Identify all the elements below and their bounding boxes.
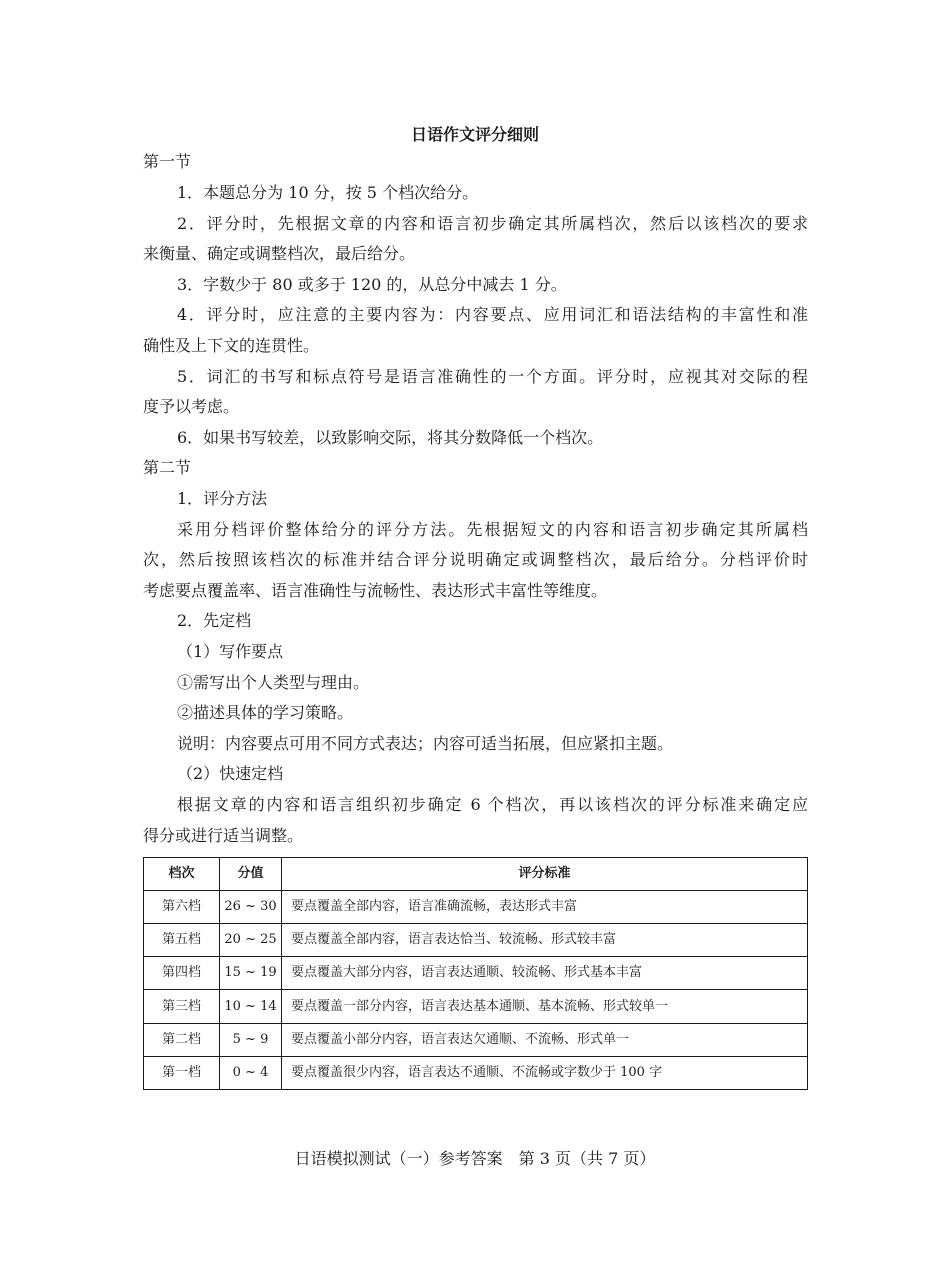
grade-heading: 2．先定档 — [177, 611, 252, 630]
criteria-cell: 要点覆盖小部分内容，语言表达欠通顺、不流畅、形式单一 — [282, 1023, 808, 1056]
method-line-1: 采用分档评价整体给分的评分方法。先根据短文的内容和语言初步确定其所属档 — [177, 520, 808, 539]
section1-item-5: 5．词汇的书写和标点符号是语言准确性的一个方面。评分时，应视其对交际的程 — [177, 367, 808, 386]
table-row — [144, 1023, 808, 1056]
method-line-2: 次，然后按照该档次的标准并结合评分说明确定或调整档次，最后给分。分档评价时 — [143, 550, 808, 569]
criteria-cell: 要点覆盖全部内容，语言准确流畅，表达形式丰富 — [282, 891, 808, 924]
table-row — [144, 891, 808, 924]
quick-heading: （2）快速定档 — [177, 764, 284, 783]
method-heading: 1．评分方法 — [177, 489, 268, 508]
section1-item-2-cont: 来衡量、确定或调整档次，最后给分。 — [143, 244, 416, 263]
page-footer: 日语模拟测试（一）参考答案 第 3 页（共 7 页） — [294, 1149, 656, 1168]
table-row — [144, 1056, 808, 1089]
score-cell: 10 ~ 14 — [220, 990, 282, 1023]
level-cell: 第四档 — [144, 957, 220, 990]
section1-item-6: 6．如果书写较差，以致影响交际，将其分数降低一个档次。 — [177, 428, 604, 447]
point-2: ②描述具体的学习策略。 — [177, 703, 354, 722]
header-level: 档次 — [144, 858, 220, 891]
level-cell: 第三档 — [144, 990, 220, 1023]
header-score: 分值 — [220, 858, 282, 891]
criteria-cell: 要点覆盖很少内容，语言表达不通顺、不流畅或字数少于 100 字 — [282, 1056, 808, 1089]
table-row — [144, 990, 808, 1023]
quick-line-1: 根据文章的内容和语言组织初步确定 6 个档次，再以该档次的评分标准来确定应 — [177, 795, 808, 814]
table-row — [144, 957, 808, 990]
table-row — [144, 924, 808, 957]
criteria-cell: 要点覆盖全部内容，语言表达恰当、较流畅、形式较丰富 — [282, 924, 808, 957]
level-cell: 第五档 — [144, 924, 220, 957]
section1-item-5-cont: 度予以考虑。 — [143, 397, 240, 416]
section1-heading: 第一节 — [143, 152, 192, 171]
level-cell: 第一档 — [144, 1056, 220, 1089]
section1-item-4-cont: 确性及上下文的连贯性。 — [143, 336, 320, 355]
section2-heading: 第二节 — [143, 458, 192, 477]
level-cell: 第二档 — [144, 1023, 220, 1056]
quick-line-2: 得分或进行适当调整。 — [143, 826, 304, 845]
section1-item-2: 2．评分时，先根据文章的内容和语言初步确定其所属档次，然后以该档次的要求 — [177, 214, 808, 233]
note: 说明：内容要点可用不同方式表达；内容可适当拓展，但应紧扣主题。 — [177, 734, 674, 753]
score-cell: 20 ~ 25 — [220, 924, 282, 957]
table-header-row — [144, 858, 808, 891]
level-cell: 第六档 — [144, 891, 220, 924]
section1-item-4: 4．评分时，应注意的主要内容为：内容要点、应用词汇和语法结构的丰富性和准 — [177, 305, 808, 324]
score-cell: 26 ~ 30 — [220, 891, 282, 924]
section1-item-1: 1．本题总分为 10 分，按 5 个档次给分。 — [177, 183, 479, 202]
score-cell: 5 ~ 9 — [220, 1023, 282, 1056]
method-line-3: 考虑要点覆盖率、语言准确性与流畅性、表达形式丰富性等维度。 — [143, 581, 608, 600]
point-1: ①需写出个人类型与理由。 — [177, 673, 370, 692]
score-cell: 15 ~ 19 — [220, 957, 282, 990]
score-table — [143, 857, 808, 1090]
section1-item-3: 3．字数少于 80 或多于 120 的，从总分中减去 1 分。 — [177, 275, 567, 294]
score-cell: 0 ~ 4 — [220, 1056, 282, 1089]
page-title: 日语作文评分细则 — [410, 125, 539, 144]
criteria-cell: 要点覆盖大部分内容，语言表达通顺、较流畅、形式基本丰富 — [282, 957, 808, 990]
header-criteria: 评分标准 — [282, 858, 808, 891]
points-heading: （1）写作要点 — [177, 642, 284, 661]
criteria-cell: 要点覆盖一部分内容，语言表达基本通顺、基本流畅、形式较单一 — [282, 990, 808, 1023]
